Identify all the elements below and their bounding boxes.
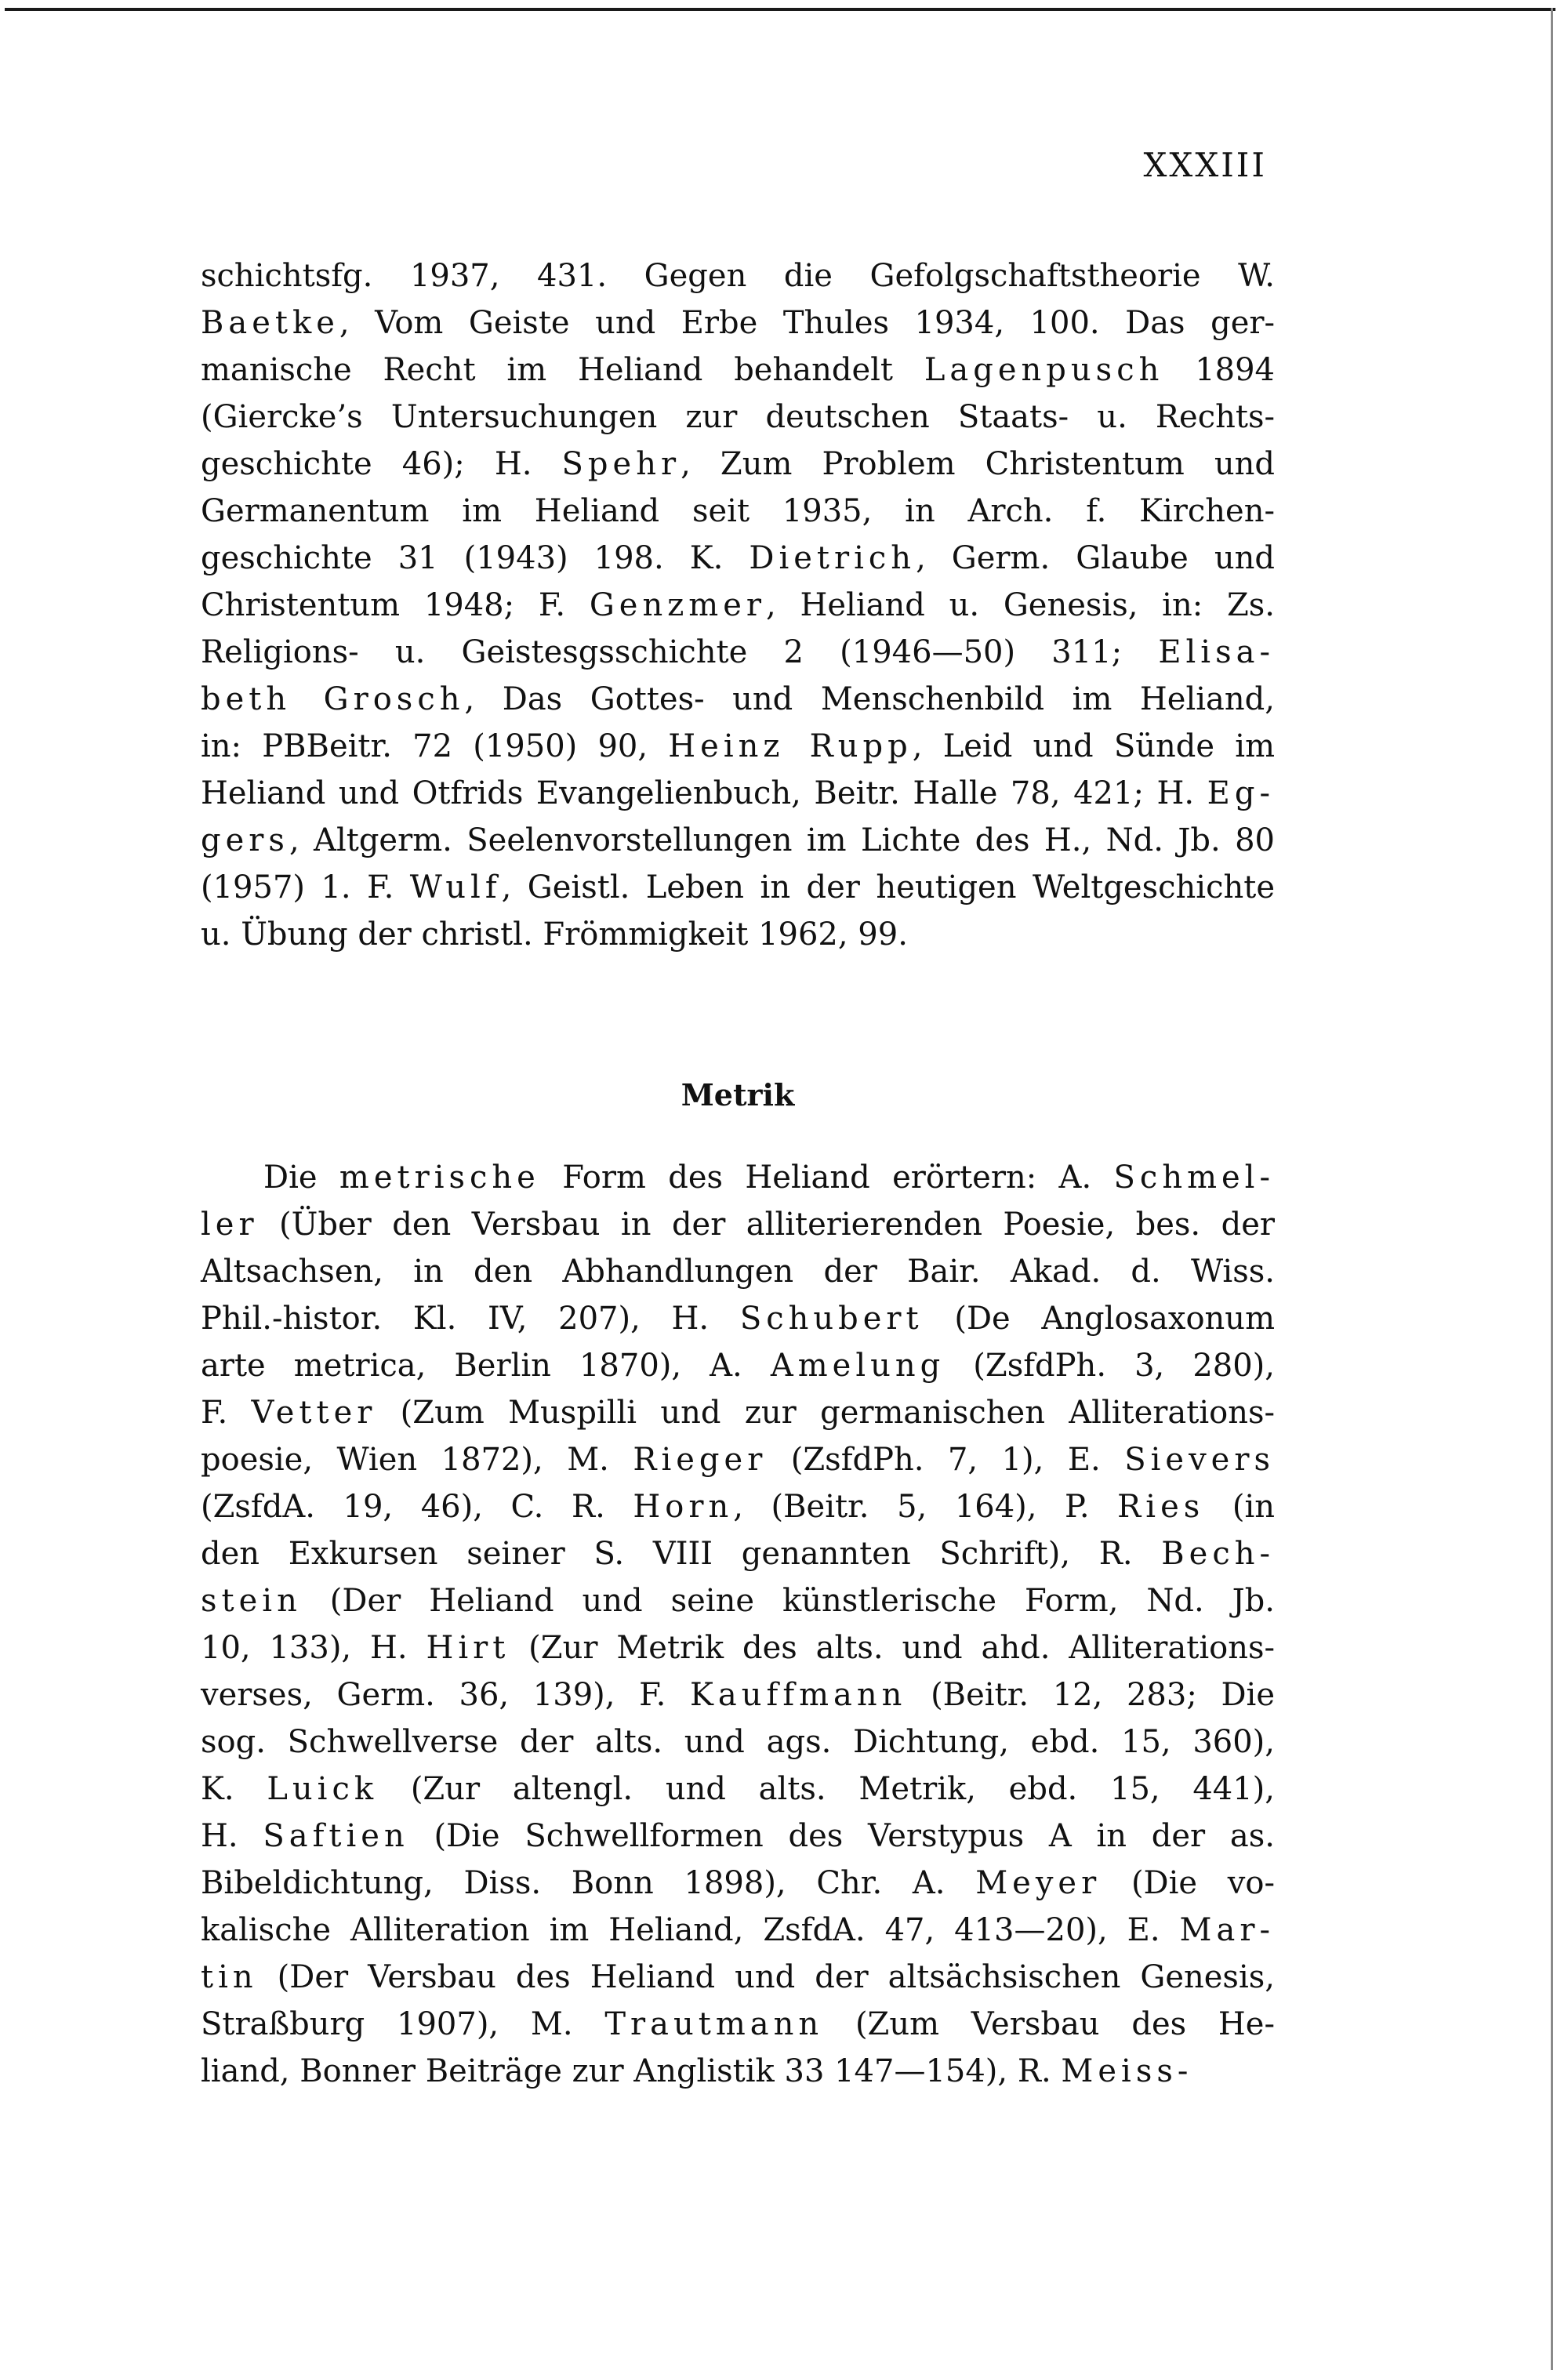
text-segment: (Beitr. 12, 283; Die: [906, 1677, 1275, 1713]
text-segment: (ZsfdPh. 3, 280),: [945, 1348, 1275, 1384]
author-name-spaced: Eg-: [1207, 775, 1275, 811]
text-segment: Germanentum im Heliand seit 1935, in Arch. f. Kirchen-: [201, 493, 1275, 529]
text-line: [201, 817, 1275, 864]
author-name-spaced: Ries: [1117, 1489, 1205, 1525]
section-heading-metrik: Metrik: [681, 1077, 795, 1112]
text-segment: Heliand und Otfrids Evangelienbuch, Beitr. Halle 78, 421; H.: [201, 775, 1207, 811]
author-name-spaced: metrische: [339, 1160, 540, 1196]
author-name-spaced: Sievers: [1124, 1442, 1275, 1478]
author-name-spaced: tin: [201, 1959, 258, 1995]
author-name-spaced: Mar-: [1179, 1912, 1275, 1948]
text-line: [201, 1436, 1275, 1483]
text-line: [201, 629, 1275, 676]
text-line: [201, 1389, 1275, 1436]
author-name-spaced: Meiss-: [1061, 2053, 1193, 2089]
text-line: [201, 1342, 1275, 1389]
text-line: [201, 911, 1275, 958]
text-segment: , Vom Geiste und Erbe Thules 1934, 100. Das ger-: [339, 305, 1275, 341]
text-line: [201, 252, 1275, 299]
text-line: [201, 676, 1275, 723]
text-segment: , Geistl. Leben in der heutigen Weltgeschichte: [501, 869, 1275, 906]
text-segment: (in: [1204, 1489, 1275, 1525]
text-segment: (Zur Metrik des alts. und ahd. Alliterations-: [510, 1630, 1275, 1666]
author-name-spaced: Schmel-: [1113, 1160, 1275, 1196]
text-segment: (Die vo-: [1101, 1865, 1276, 1901]
text-segment: manische Recht im Heliand behandelt: [201, 352, 924, 388]
text-line: [201, 535, 1275, 582]
text-segment: Altsachsen, in den Abhandlungen der Bair. Akad. d. Wiss.: [201, 1254, 1275, 1290]
text-segment: F.: [201, 1395, 252, 1431]
author-name-spaced: Hirt: [426, 1630, 510, 1666]
text-segment: (De Anglosaxonum: [923, 1301, 1275, 1337]
text-segment: (1957) 1. F.: [201, 869, 410, 906]
text-line: [201, 770, 1275, 817]
author-name-spaced: Heinz Rupp: [668, 728, 913, 764]
text-segment: den Exkursen seiner S. VIII genannten Schrift), R.: [201, 1536, 1162, 1572]
author-name-spaced: Saftien: [263, 1818, 409, 1854]
text-segment: , (Beitr. 5, 164), P.: [733, 1489, 1118, 1525]
author-name-spaced: gers: [201, 822, 289, 858]
text-segment: Christentum 1948; F.: [201, 587, 590, 623]
page-number: XXXIII: [1143, 146, 1267, 184]
text-line: [201, 1860, 1275, 1907]
text-segment: schichtsfg. 1937, 431. Gegen die Gefolgschaftstheorie W.: [201, 258, 1275, 294]
text-line: [201, 2001, 1275, 2048]
text-segment: liand, Bonner Beiträge zur Anglistik 33 147—154), R.: [201, 2053, 1062, 2089]
text-line: [201, 347, 1275, 394]
author-name-spaced: Horn: [633, 1489, 734, 1525]
text-line: [201, 1295, 1275, 1342]
text-line: [201, 1577, 1275, 1624]
text-segment: (Über den Versbau in der alliterierenden Poesie, bes. der: [258, 1207, 1275, 1243]
text-line: [201, 2048, 1275, 2095]
author-name-spaced: Amelung: [770, 1348, 946, 1384]
text-segment: geschichte 46); H.: [201, 446, 562, 482]
text-segment: sog. Schwellverse der alts. und ags. Dichtung, ebd. 15, 360),: [201, 1724, 1275, 1760]
text-segment: (Zur altengl. und alts. Metrik, ebd. 15, 441),: [378, 1771, 1276, 1807]
text-segment: , Das Gottes- und Menschenbild im Heliand,: [464, 681, 1275, 717]
text-line: [201, 1624, 1275, 1671]
text-segment: Phil.-histor. Kl. IV, 207), H.: [201, 1301, 740, 1337]
text-segment: (Giercke’s Untersuchungen zur deutschen Staats- u. Rechts-: [201, 399, 1275, 435]
text-line: [201, 864, 1275, 911]
text-segment: , Heliand u. Genesis, in: Zs.: [766, 587, 1275, 623]
author-name-spaced: Schubert: [739, 1301, 924, 1337]
text-line: [201, 1154, 1275, 1201]
text-line: [201, 1248, 1275, 1295]
text-line: [201, 394, 1275, 441]
bibliography-paragraph: [201, 252, 1275, 958]
text-segment: in: PBBeitr. 72 (1950) 90,: [201, 728, 669, 764]
text-segment: kalische Alliteration im Heliand, ZsfdA. 47, 413—20), E.: [201, 1912, 1180, 1948]
text-segment: (Der Heliand und seine künstlerische Form, Nd. Jb.: [301, 1583, 1275, 1619]
text-segment: Form des Heliand erörtern: A.: [539, 1160, 1114, 1196]
author-name-spaced: Luick: [267, 1771, 379, 1807]
text-segment: Straßburg 1907), M.: [201, 2006, 605, 2042]
text-segment: (ZsfdA. 19, 46), C. R.: [201, 1489, 633, 1525]
right-border-rule: [1551, 8, 1553, 2370]
author-name-spaced: stein: [201, 1583, 302, 1619]
author-name-spaced: beth Grosch: [201, 681, 465, 717]
text-segment: , Germ. Glaube und: [916, 540, 1276, 576]
text-line: [201, 1907, 1275, 1954]
text-line: [201, 488, 1275, 535]
text-segment: (Die Schwellformen des Verstypus A in der as.: [408, 1818, 1275, 1854]
text-segment: Die: [263, 1160, 339, 1196]
text-segment: K.: [201, 1771, 267, 1807]
author-name-spaced: Elisa-: [1158, 634, 1275, 670]
text-line: [201, 1530, 1275, 1577]
author-name-spaced: ler: [201, 1207, 259, 1243]
text-segment: verses, Germ. 36, 139), F.: [201, 1677, 691, 1713]
top-border-rule: [5, 8, 1555, 11]
text-line: [201, 582, 1275, 629]
author-name-spaced: Bech-: [1161, 1536, 1275, 1572]
text-line: [201, 723, 1275, 770]
metrik-paragraph: [201, 1154, 1275, 2095]
text-segment: (Zum Muspilli und zur germanischen Alliterations-: [376, 1395, 1276, 1431]
text-line: [201, 1201, 1275, 1248]
text-segment: arte metrica, Berlin 1870), A.: [201, 1348, 771, 1384]
text-segment: (Zum Versbau des He-: [823, 2006, 1275, 2042]
text-line: [201, 299, 1275, 347]
author-name-spaced: Dietrich: [749, 540, 916, 576]
author-name-spaced: Wulf: [409, 869, 502, 906]
author-name-spaced: Trautmann: [604, 2006, 824, 2042]
author-name-spaced: Vetter: [251, 1395, 377, 1431]
text-segment: poesie, Wien 1872), M.: [201, 1442, 633, 1478]
text-line: [201, 1813, 1275, 1860]
text-line: [201, 1954, 1275, 2001]
text-segment: 1894: [1163, 352, 1276, 388]
text-segment: , Altgerm. Seelenvorstellungen im Lichte des H., Nd. Jb. 80: [289, 822, 1275, 858]
text-line: [201, 1483, 1275, 1530]
author-name-spaced: Baetke: [201, 305, 339, 341]
text-line: [201, 1671, 1275, 1719]
text-segment: 10, 133), H.: [201, 1630, 426, 1666]
author-name-spaced: Meyer: [975, 1865, 1102, 1901]
text-segment: geschichte 31 (1943) 198. K.: [201, 540, 750, 576]
text-segment: Bibeldichtung, Diss. Bonn 1898), Chr. A.: [201, 1865, 976, 1901]
text-segment: (Der Versbau des Heliand und der altsächsischen Genesis,: [257, 1959, 1275, 1995]
author-name-spaced: Lagenpusch: [924, 352, 1164, 388]
text-line: [201, 1719, 1275, 1766]
text-segment: , Leid und Sünde im: [912, 728, 1275, 764]
text-line: [201, 1766, 1275, 1813]
text-segment: (ZsfdPh. 7, 1), E.: [767, 1442, 1125, 1478]
author-name-spaced: Kauffmann: [690, 1677, 907, 1713]
author-name-spaced: Spehr: [561, 446, 681, 482]
text-segment: , Zum Problem Christentum und: [681, 446, 1275, 482]
text-segment: u. Übung der christl. Frömmigkeit 1962, 99.: [201, 916, 908, 953]
text-line: [201, 441, 1275, 488]
text-segment: Religions- u. Geistesgsschichte 2 (1946—50) 311;: [201, 634, 1159, 670]
text-segment: H.: [201, 1818, 263, 1854]
author-name-spaced: Rieger: [633, 1442, 768, 1478]
author-name-spaced: Genzmer: [589, 587, 767, 623]
